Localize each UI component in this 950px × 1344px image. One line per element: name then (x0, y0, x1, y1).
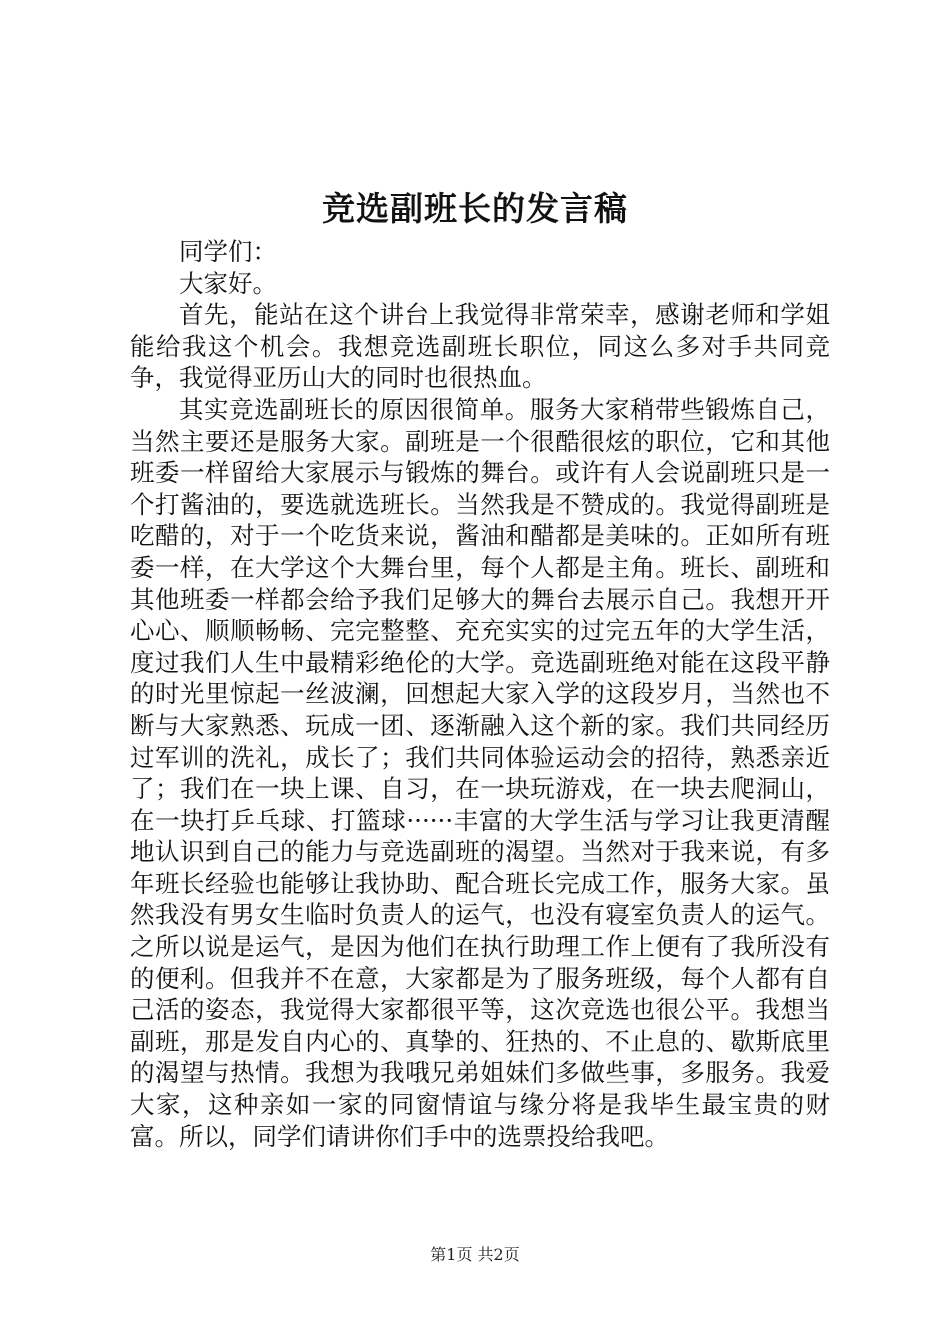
body-paragraph: 首先，能站在这个讲台上我觉得非常荣幸，感谢老师和学姐能给我这个机会。我想竞选副班长职位，同这么多对手共同竞争，我觉得亚历山大的同时也很热血。 (130, 300, 830, 393)
salutation: 同学们： (179, 237, 277, 266)
page-footer: 第1页 共2页 (430, 1245, 520, 1264)
body-paragraph: 其实竞选副班长的原因很简单。服务大家稍带些锻炼自己，当然主要还是服务大家。副班是一个很酷很炫的职位，它和其他班委一样留给大家展示与锻炼的舞台。或许有人会说副班只是一个打酱油的，要选就选班长。当然我是不赞成的。我觉得副班是吃醋的，对于一个吃货来说，酱油和醋都是美味的。正如所有班委一样，在大学这个大舞台里，每个人都是主角。班长、副班和其他班委一样都会给予我们足够大的舞台去展示自己。我想开开心心、顺顺畅畅、完完整整、充充实实的过完五年的大学生活，度过我们人生中最精彩绝伦的大学。竞选副班绝对能在这段平静的时光里惊起一丝波澜，回想起大家入学的这段岁月，当然也不断与大家熟悉、玩成一团、逐渐融入这个新的家。我们共同经历过军训的洗礼，成长了；我们共同体验运动会的招待，熟悉亲近了；我们在一块上课、自习，在一块玩游戏，在一块去爬洞山，在一块打乒乓球、打篮球······丰富的大学生活与学习让我更清醒地认识到自己的能力与竞选副班的渴望。当然对于我来说，有多年班长经验也能够让我协助、配合班长完成工作，服务大家。虽然我没有男女生临时负责人的运气，也没有寝室负责人的运气。之所以说是运气，是因为他们在执行助理工作上便有了我所没有的便利。但我并不在意，大家都是为了服务班级，每个人都有自己活的姿态，我觉得大家都很平等，这次竞选也很公平。我想当副班，那是发自内心的、真挚的、狂热的、不止息的、歇斯底里的渴望与热情。我想为我哦兄弟姐妹们多做些事，多服务。我爱大家，这种亲如一家的同窗情谊与缘分将是我毕生最宝贵的财富。所以，同学们请讲你们手中的选票投给我吧。 (130, 394, 830, 1151)
document-body (130, 236, 830, 1152)
document-title: 竞选副班长的发言稿 (322, 189, 628, 228)
greeting: 大家好。 (179, 268, 277, 298)
